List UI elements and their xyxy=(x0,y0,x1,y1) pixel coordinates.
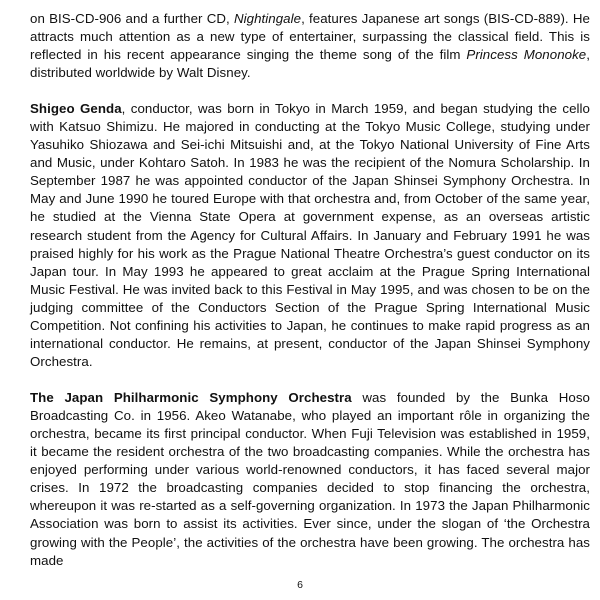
paragraph-japan-philharmonic xyxy=(30,389,590,570)
conductor-name-heading: Shigeo Genda xyxy=(30,100,122,116)
album-title-italic: Nightingale xyxy=(233,11,302,26)
paragraph-shigeo-genda xyxy=(30,100,590,371)
text-run: , features Japanese art songs (BIS-CD-889). He attracts much attention as a new type of entertainer, surpassing the classical field. This is reflected in his recent appearance singing the theme song of the film xyxy=(30,11,590,63)
text-run: , conductor, was born in Tokyo in March 1959, and began studying the cello with Katsuo Shimizu. He majored in conducting at the Tokyo Music College, studying under Yasuhiko Shiozawa and Sei-ichi Mitsuishi and, at the Tokyo National University of Fine Arts and Music, under Kohtaro Satoh. In 1983 he was the recipient of the Nomura Scholarship. In September 1987 he was appointed conductor of the Japan Shinsei Symphony Orchestra. In May and June 1990 he toured Europe with that orchestra and, from October of the same year, he studied at the Vienna State Opera at government expense, as an overseas artistic research student from the Agency for Cultural Affairs. In January and February 1991 he was praised highly for his work as the Prague National Theatre Orchestra’s guest conductor on its Japan tour. In May 1993 he appeared to great acclaim at the Prague Spring International Music Festival. He was invited back to this Festival in May 1995, and was chosen to be on the judging committee of the Conductors Section of the Prague Spring International Music Competition. Not confining his activities to Japan, he continues to make rapid progress as an international conductor. He remains, at present, conductor of the Japan Shinsei Symphony Orchestra. xyxy=(30,100,591,370)
page-number: 6 xyxy=(297,579,303,591)
orchestra-name-heading: The Japan Philharmonic Symphony Orchestra xyxy=(30,389,352,405)
text-run: , distributed worldwide by Walt Disney. xyxy=(30,47,590,81)
film-title-italic: Princess Mononoke xyxy=(466,47,587,63)
paragraph-intro-continued xyxy=(30,10,590,82)
text-run: on BIS-CD-906 and a further CD, xyxy=(30,11,234,26)
text-run: was founded by the Bunka Hoso Broadcasting Co. in 1956. Akeo Watanabe, who played an important rôle in organizing the orchestra, became its first principal conductor. When Fuji Television was established in 1959, it became the resident orchestra of the two broadcasting companies. While the orchestra has enjoyed performing under various world-renowned conductors, it has faced several major crises. In 1972 the broadcasting companies decided to stop financing the orchestra, whereupon it was re-started as a self-governing organization. In 1973 the Japan Philharmonic Association was born to assist its activities. Ever since, under the slogan of ‘the Orchestra growing with the People’, the activities of the orchestra have been growing. The orchestra has made xyxy=(30,389,591,568)
body-text xyxy=(30,10,590,570)
